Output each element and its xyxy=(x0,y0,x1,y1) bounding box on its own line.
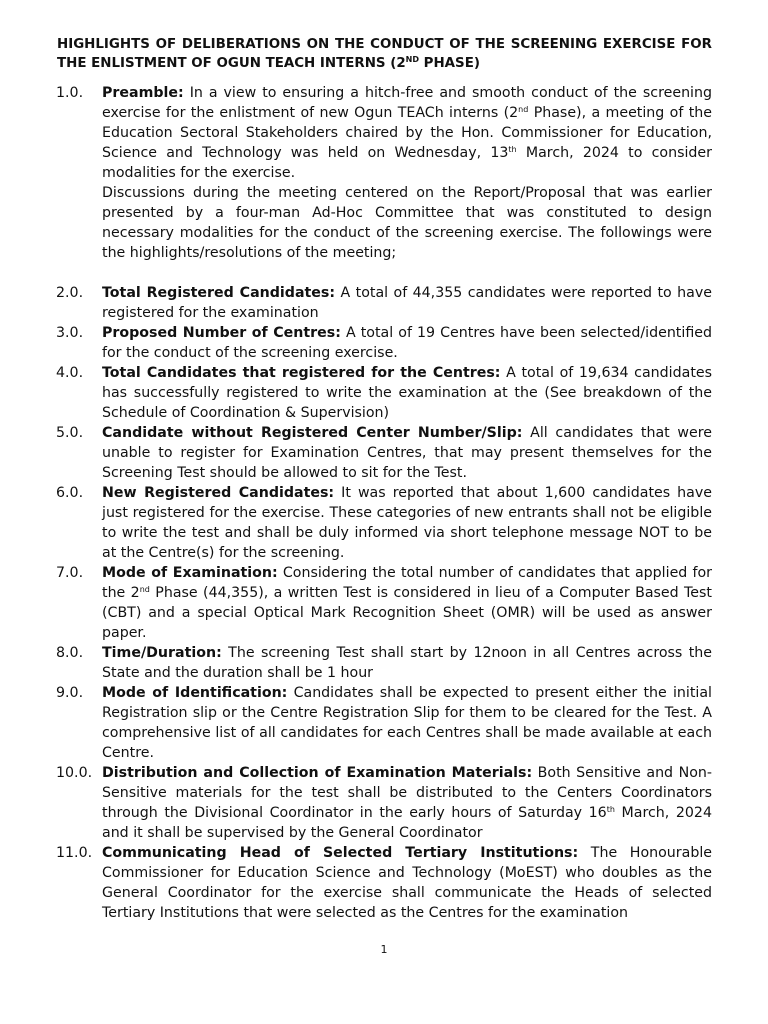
item-number: 3.0. xyxy=(56,325,84,341)
superscript: th xyxy=(606,805,615,814)
item-number: 2.0. xyxy=(56,285,84,301)
resolutions-list xyxy=(56,83,712,923)
title-text: HIGHLIGHTS OF DELIBERATIONS ON THE CONDUCT OF THE SCREENING EXERCISE FOR THE ENLISTMENT OF OGUN TEACH INTERNS (2 xyxy=(57,37,712,71)
list-item-proposed-centres xyxy=(56,323,712,363)
superscript: nd xyxy=(139,585,150,594)
preamble-paragraph-1 xyxy=(102,83,712,183)
item-body xyxy=(102,683,712,763)
item-body xyxy=(102,643,712,683)
preamble-paragraph-2: Discussions during the meeting centered on the Report/Proposal that was earlier presented by a four-man Ad-Hoc Committee that was constituted to design necessary modalities for the conduct of the screening exercise. The followings were the highlights/resolutions of the meeting; xyxy=(102,185,712,261)
item-text: A total of 19,634 candidates has successfully registered to write the examination at the (See breakdown of the Schedule of Coordination & Supervision) xyxy=(102,365,712,421)
item-text: A total of 44,355 candidates were reported to have registered for the examination xyxy=(102,285,712,321)
item-text: The screening Test shall start by 12noon in all Centres across the State and the duration shall be 1 hour xyxy=(102,645,712,681)
item-text: The Honourable Commissioner for Education Science and Technology (MoEST) who doubles as the General Coordinator for the exercise shall communicate the Heads of selected Tertiary Institutions that were selected as the Centres for the examination xyxy=(102,845,712,921)
item-number: 1.0. xyxy=(56,85,84,101)
list-item-mode-of-identification xyxy=(56,683,712,763)
item-body xyxy=(102,483,712,563)
item-number: 9.0. xyxy=(56,685,84,701)
item-body xyxy=(102,843,712,923)
item-label: Mode of Identification: xyxy=(102,685,288,701)
item-number: 7.0. xyxy=(56,565,84,581)
item-label: Total Candidates that registered for the Centres: xyxy=(102,365,501,381)
list-item-new-registered xyxy=(56,483,712,563)
superscript: nd xyxy=(518,105,529,114)
item-label: Mode of Examination: xyxy=(102,565,278,581)
title-text-end: PHASE) xyxy=(419,56,480,71)
item-text: March, 2024 to consider modalities for the exercise. xyxy=(102,145,712,181)
item-number: 10.0. xyxy=(56,765,93,781)
item-label: Distribution and Collection of Examination Materials: xyxy=(102,765,533,781)
item-label: Proposed Number of Centres: xyxy=(102,325,341,341)
item-text: A total of 19 Centres have been selected/identified for the conduct of the screening exercise. xyxy=(102,325,712,361)
item-text: Considering the total number of candidates that applied for the 2 xyxy=(102,565,712,601)
item-number: 6.0. xyxy=(56,485,84,501)
item-text: Both Sensitive and Non-Sensitive materials for the test shall be distributed to the Centers Coordinators through the Divisional Coordinator in the early hours of Saturday 16 xyxy=(102,765,712,821)
item-body xyxy=(102,283,712,323)
item-number: 4.0. xyxy=(56,365,84,381)
item-label: Candidate without Registered Center Number/Slip: xyxy=(102,425,523,441)
item-text: In a view to ensuring a hitch-free and smooth conduct of the screening exercise for the enlistment of new Ogun TEACh interns (2 xyxy=(102,85,712,121)
document-title xyxy=(57,35,712,73)
list-item-without-center-number xyxy=(56,423,712,483)
item-text: Phase (44,355), a written Test is considered in lieu of a Computer Based Test (CBT) and a special Optical Mark Recognition Sheet (OMR) will be used as answer paper. xyxy=(102,585,712,641)
item-body xyxy=(102,563,712,643)
item-text: Candidates shall be expected to present either the initial Registration slip or the Centre Registration Slip for them to be cleared for the Test. A comprehensive list of all candidates for each Centres shall be made available at each Centre. xyxy=(102,685,712,761)
list-item-total-registered xyxy=(56,283,712,323)
item-text: All candidates that were unable to register for Examination Centres, that may present themselves for the Screening Test should be allowed to sit for the Test. xyxy=(102,425,712,481)
item-text: Phase), a meeting of the Education Sectoral Stakeholders chaired by the Hon. Commissioner for Education, Science and Technology was held on Wednesday, 13 xyxy=(102,105,712,161)
item-body xyxy=(102,323,712,363)
item-number: 8.0. xyxy=(56,645,84,661)
list-item-time-duration xyxy=(56,643,712,683)
item-body xyxy=(102,763,712,843)
item-number: 5.0. xyxy=(56,425,84,441)
item-label: Time/Duration: xyxy=(102,645,222,661)
spacer xyxy=(56,263,712,283)
item-body xyxy=(102,423,712,483)
item-text: It was reported that about 1,600 candidates have just registered for the exercise. These categories of new entrants shall not be eligible to write the test and shall be duly informed via short telephone message NOT to be at the Centre(s) for the screening. xyxy=(102,485,712,561)
list-item-communicating-heads xyxy=(56,843,712,923)
item-text: March, 2024 and it shall be supervised by the General Coordinator xyxy=(102,805,712,841)
list-item-mode-of-examination xyxy=(56,563,712,643)
list-item-candidates-registered-centres xyxy=(56,363,712,423)
item-body xyxy=(102,83,712,263)
superscript: th xyxy=(508,145,517,154)
item-number: 11.0. xyxy=(56,845,93,861)
item-label: Preamble: xyxy=(102,85,184,101)
title-superscript: ND xyxy=(405,55,419,64)
item-label: Communicating Head of Selected Tertiary Institutions: xyxy=(102,845,579,861)
item-label: Total Registered Candidates: xyxy=(102,285,336,301)
item-body xyxy=(102,363,712,423)
page-number: 1 xyxy=(380,943,388,956)
list-item-distribution-materials xyxy=(56,763,712,843)
list-item-preamble xyxy=(56,83,712,263)
item-label: New Registered Candidates: xyxy=(102,485,335,501)
